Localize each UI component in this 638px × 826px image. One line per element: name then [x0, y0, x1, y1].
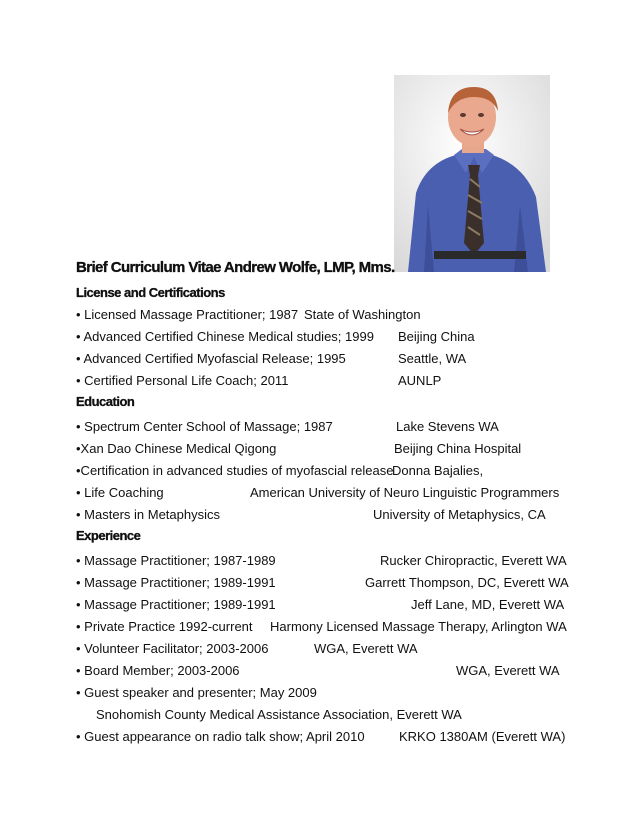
list-item — [0, 575, 638, 593]
item-place: Lake Stevens WA — [396, 419, 499, 434]
item-place: Donna Bajalies, — [392, 463, 484, 478]
item-text: • Massage Practitioner; 1989-1991 — [76, 597, 276, 612]
item-place: Beijing China Hospital — [394, 441, 522, 456]
item-text: • Board Member; 2003-2006 — [76, 663, 240, 678]
item-place: Seattle, WA — [398, 351, 467, 366]
list-item — [0, 619, 638, 637]
list-item — [0, 641, 638, 659]
list-item — [0, 463, 638, 481]
list-item — [0, 373, 638, 391]
list-item — [0, 685, 638, 703]
item-place: Harmony Licensed Massage Therapy, Arlington WA — [270, 619, 567, 634]
item-place: Beijing China — [398, 329, 475, 344]
item-text: • Guest speaker and presenter; May 2009 — [76, 685, 317, 700]
item-place: WGA, Everett WA — [456, 663, 560, 678]
item-text: • Spectrum Center School of Massage; 1987 — [76, 419, 333, 434]
list-item — [0, 553, 638, 571]
item-text: •Certification in advanced studies of myofascial release — [76, 463, 394, 478]
cv-title: Brief Curriculum Vitae Andrew Wolfe, LMP, Mms. — [76, 259, 395, 276]
item-text: • Volunteer Facilitator; 2003-2006 — [76, 641, 269, 656]
item-text: • Guest appearance on radio talk show; April 2010 — [76, 729, 365, 744]
item-text: • Massage Practitioner; 1987-1989 — [76, 553, 276, 568]
item-place: AUNLP — [398, 373, 442, 388]
item-text: • Advanced Certified Chinese Medical studies; 1999 — [76, 329, 374, 344]
item-place: Rucker Chiropractic, Everett WA — [380, 553, 567, 568]
item-text: Snohomish County Medical Assistance Association, Everett WA — [96, 707, 462, 722]
item-place: American University of Neuro Linguistic Programmers — [250, 485, 560, 500]
list-item — [0, 329, 638, 347]
item-text: • Private Practice 1992-current — [76, 619, 253, 634]
item-place: Garrett Thompson, DC, Everett WA — [365, 575, 569, 590]
list-item — [0, 663, 638, 681]
item-text: • Advanced Certified Myofascial Release; 1995 — [76, 351, 346, 366]
heading-education: Education — [76, 394, 135, 409]
item-place: WGA, Everett WA — [314, 641, 418, 656]
item-place: State of Washington — [304, 307, 421, 322]
item-text: • Life Coaching — [76, 485, 164, 500]
item-text: • Licensed Massage Practitioner; 1987 — [76, 307, 299, 322]
list-item — [0, 597, 638, 615]
list-item — [0, 419, 638, 437]
list-item — [0, 351, 638, 369]
item-place: KRKO 1380AM (Everett WA) — [399, 729, 566, 744]
list-item — [0, 707, 638, 725]
item-place: University of Metaphysics, CA — [373, 507, 546, 522]
item-place: Jeff Lane, MD, Everett WA — [411, 597, 565, 612]
heading-experience: Experience — [76, 528, 141, 543]
heading-license: License and Certifications — [76, 285, 225, 300]
list-item — [0, 507, 638, 525]
portrait-photo — [394, 75, 550, 272]
list-item — [0, 729, 638, 747]
item-text: •Xan Dao Chinese Medical Qigong — [76, 441, 277, 456]
list-item — [0, 441, 638, 459]
item-text: • Certified Personal Life Coach; 2011 — [76, 373, 289, 388]
item-text: • Massage Practitioner; 1989-1991 — [76, 575, 276, 590]
list-item — [0, 485, 638, 503]
list-item — [0, 307, 638, 325]
item-text: • Masters in Metaphysics — [76, 507, 220, 522]
